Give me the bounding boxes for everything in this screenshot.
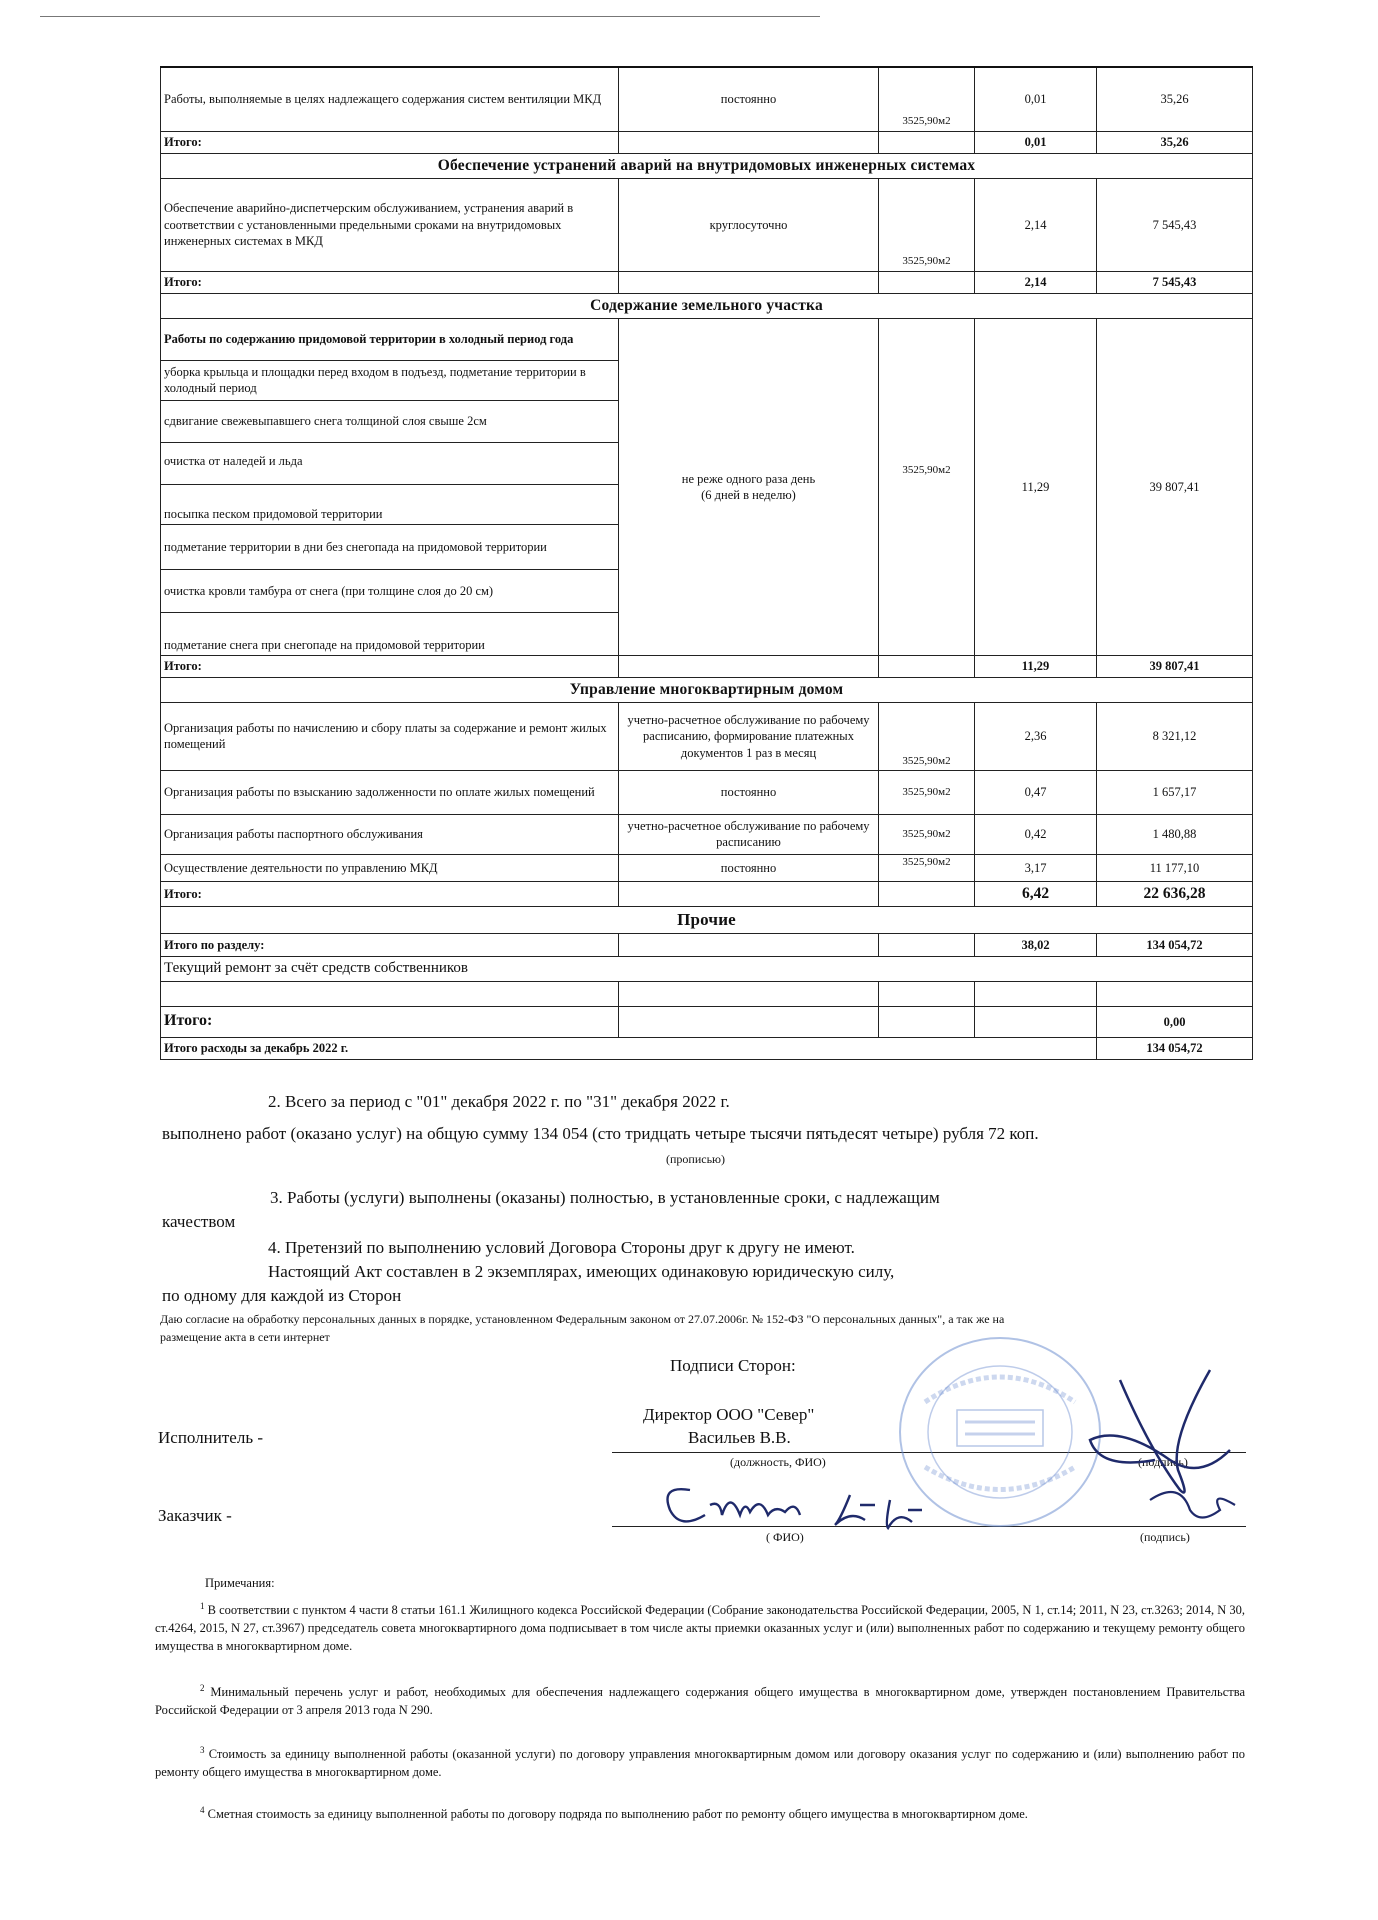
service-frequency: постоянно: [619, 67, 879, 131]
land-work-item: посыпка песком придомовой территории: [161, 484, 619, 524]
table-row: [161, 702, 1253, 770]
subtotal-row: [161, 131, 1253, 153]
service-area: 3525,90м2: [879, 854, 975, 881]
service-rate: 0,42: [975, 814, 1097, 854]
service-sum: 11 177,10: [1097, 854, 1253, 881]
subtotal-row: [161, 271, 1253, 293]
paragraph-2-period: 2. Всего за период с "01" декабря 2022 г. по "31" декабря 2022 г.: [268, 1092, 730, 1111]
service-name: Работы, выполняемые в целях надлежащего содержания систем вентиляции МКД: [161, 67, 619, 131]
land-area: 3525,90м2: [879, 318, 975, 655]
note-4-text: Сметная стоимость за единицу выполненной работы по договору подряда по выполнению работ по ремонту общего имущества в многоквартирном доме.: [207, 1807, 1028, 1822]
repair-row: [161, 957, 1253, 982]
position-fio-caption: (должность, ФИО): [730, 1455, 826, 1469]
section-title: Обеспечение устранений аварий на внутридомовых инженерных системах: [161, 153, 1253, 178]
paragraph-3: 3. Работы (услуги) выполнены (оказаны) полностью, в установленные сроки, с надлежащим: [270, 1188, 940, 1207]
table-row: [161, 178, 1253, 271]
subtotal-sum: 22 636,28: [1097, 881, 1253, 906]
subtotal-row: [161, 881, 1253, 906]
empty-row: [161, 981, 1253, 1006]
service-sum: 8 321,12: [1097, 702, 1253, 770]
paragraph-2-note: (прописью): [666, 1152, 726, 1166]
table-row: [161, 67, 1253, 131]
subtotal-rate: 2,14: [975, 271, 1097, 293]
land-work-item: сдвигание свежевыпавшего снега толщиной слоя свыше 2см: [161, 400, 619, 442]
service-rate: 0,01: [975, 67, 1097, 131]
section-total-label: Итого по разделу:: [161, 934, 619, 957]
director-signature-image: [1060, 1340, 1240, 1540]
paragraph-5-end: по одному для каждой из Сторон: [162, 1286, 402, 1305]
director-position: Директор ООО "Север": [643, 1405, 815, 1424]
section-total-sum: 134 054,72: [1097, 934, 1253, 957]
service-rate: 2,36: [975, 702, 1097, 770]
service-frequency: постоянно: [619, 770, 879, 814]
grand-total-sum: 134 054,72: [1097, 1037, 1253, 1059]
service-frequency: постоянно: [619, 854, 879, 881]
service-area: 3525,90м2: [879, 67, 975, 131]
paragraph-4: 4. Претензий по выполнению условий Договора Стороны друг к другу не имеют.: [268, 1238, 855, 1257]
service-area: 3525,90м2: [879, 814, 975, 854]
subtotal-row: [161, 655, 1253, 677]
land-sum: 39 807,41: [1097, 318, 1253, 655]
subtotal-rate: 0,01: [975, 131, 1097, 153]
page-top-rule: [40, 16, 820, 17]
executor-label: Исполнитель -: [158, 1428, 263, 1447]
grand-total-row: [161, 1037, 1253, 1059]
land-work-item: подметание территории в дни без снегопада на придомовой территории: [161, 524, 619, 569]
repair-total-label: Итого:: [161, 1006, 619, 1037]
land-work-item: подметание снега при снегопаде на придомовой территории: [161, 612, 619, 655]
section-row: [161, 677, 1253, 702]
paragraph-3-end: качеством: [162, 1212, 236, 1231]
repair-total-sum: 0,00: [1097, 1006, 1253, 1037]
service-sum: 7 545,43: [1097, 178, 1253, 271]
table-row: [161, 854, 1253, 881]
fio-caption: ( ФИО): [766, 1530, 804, 1544]
note-3-number: 3: [200, 1745, 205, 1755]
subtotal-label: Итого:: [161, 271, 619, 293]
subtotal-sum: 39 807,41: [1097, 655, 1253, 677]
table-row: [161, 814, 1253, 854]
land-rate: 11,29: [975, 318, 1097, 655]
paragraph-2-amount: выполнено работ (оказано услуг) на общую сумму 134 054 (сто тридцать четыре тысячи пятьдесят четыре) рубля 72 коп.: [162, 1124, 1039, 1143]
subtotal-sum: 35,26: [1097, 131, 1253, 153]
subtotal-rate: 6,42: [975, 881, 1097, 906]
land-work-item: уборка крыльца и площадки перед входом в подъезд, подметание территории в холодный период: [161, 360, 619, 400]
service-sum: 35,26: [1097, 67, 1253, 131]
note-4: [155, 1804, 1245, 1823]
section-title: Управление многоквартирным домом: [161, 677, 1253, 702]
section-total-rate: 38,02: [975, 934, 1097, 957]
service-rate: 3,17: [975, 854, 1097, 881]
service-name: Организация работы паспортного обслуживания: [161, 814, 619, 854]
section-total-row: [161, 934, 1253, 957]
service-rate: 0,47: [975, 770, 1097, 814]
consent-line-2: размещение акта в сети интернет: [160, 1330, 330, 1344]
note-4-number: 4: [200, 1805, 205, 1815]
subtotal-label: Итого:: [161, 131, 619, 153]
signature-caption-1: (подпись): [1138, 1455, 1188, 1469]
table-row: [161, 770, 1253, 814]
section-title: Прочие: [161, 907, 1253, 934]
service-area: 3525,90м2: [879, 770, 975, 814]
service-name: Осуществление деятельности по управлению МКД: [161, 854, 619, 881]
service-frequency: учетно-расчетное обслуживание по рабочему расписанию, формирование платежных документов 1 раз в месяц: [619, 702, 879, 770]
note-3-text: Стоимость за единицу выполненной работы (оказанной услуги) по договору управления многоквартирным домом или договору оказания услуг по содержанию и (или) выполнению работ по ремонту общего имущества в многоквартирном доме.: [155, 1747, 1245, 1780]
note-2-text: Минимальный перечень услуг и работ, необходимых для обеспечения надлежащего содержания общего имущества в многоквартирном доме, утвержден постановлением Правительства Российской Федерации от 3 апреля 2013 года N 290.: [155, 1685, 1245, 1718]
land-work-item: очистка кровли тамбура от снега (при толщине слоя до 20 см): [161, 569, 619, 612]
service-sum: 1 657,17: [1097, 770, 1253, 814]
subtotal-sum: 7 545,43: [1097, 271, 1253, 293]
section-row: [161, 153, 1253, 178]
note-1-text: В соответствии с пунктом 4 части 8 статьи 161.1 Жилищного кодекса Российской Федерации (Собрание законодательства Российской Федерации, 2005, N 1, ст.14; 2011, N 23, ст.3263; 2014, N 30, ст.4264, 2015, N 27, ст.3967) председатель совета многоквартирного дома подписывает в том числе акты приемки оказанных услуг и (или) выполненных работ по содержанию и текущему ремонту общего имущества в многоквартирном доме.: [155, 1603, 1245, 1654]
note-2-number: 2: [200, 1683, 205, 1693]
consent-line-1: Даю согласие на обработку персональных данных в порядке, установленном Федеральным законом от 27.07.2006г. № 152-ФЗ "О персональных данных", а так же на: [160, 1312, 1005, 1326]
note-3: [155, 1744, 1245, 1781]
land-frequency: не реже одного раза день (6 дней в неделю): [619, 318, 879, 655]
service-area: 3525,90м2: [879, 178, 975, 271]
land-work-item: очистка от наледей и льда: [161, 442, 619, 484]
signatures-title: Подписи Сторон:: [670, 1356, 796, 1375]
notes-title: Примечания:: [205, 1576, 275, 1590]
service-name: Организация работы по начислению и сбору платы за содержание и ремонт жилых помещений: [161, 702, 619, 770]
land-works-header: Работы по содержанию придомовой территории в холодный период года: [161, 318, 619, 360]
signature-caption-2: (подпись): [1140, 1530, 1190, 1544]
repair-total-row: [161, 1006, 1253, 1037]
service-area: 3525,90м2: [879, 702, 975, 770]
note-2: [155, 1682, 1245, 1719]
land-header-row: [161, 318, 1253, 360]
grand-total-label: Итого расходы за декабрь 2022 г.: [161, 1037, 1097, 1059]
director-name: Васильев В.В.: [688, 1428, 791, 1447]
subtotal-label: Итого:: [161, 655, 619, 677]
service-sum: 1 480,88: [1097, 814, 1253, 854]
section-row: [161, 907, 1253, 934]
customer-label: Заказчик -: [158, 1506, 232, 1525]
subtotal-label: Итого:: [161, 881, 619, 906]
note-1: [155, 1600, 1245, 1656]
note-1-number: 1: [200, 1601, 205, 1611]
customer-signature-image: [650, 1470, 950, 1540]
service-name: Организация работы по взысканию задолженности по оплате жилых помещений: [161, 770, 619, 814]
repair-title: Текущий ремонт за счёт средств собственников: [161, 957, 1253, 982]
section-row: [161, 293, 1253, 318]
subtotal-rate: 11,29: [975, 655, 1097, 677]
service-frequency: круглосуточно: [619, 178, 879, 271]
service-name: Обеспечение аварийно-диспетчерским обслуживанием, устранения аварий в соответствии с установленными предельными сроками на внутридомовых инженерных системах в МКД: [161, 178, 619, 271]
services-table-wrap: [160, 66, 1252, 1060]
service-rate: 2,14: [975, 178, 1097, 271]
service-frequency: учетно-расчетное обслуживание по рабочему расписанию: [619, 814, 879, 854]
paragraph-5: Настоящий Акт составлен в 2 экземплярах, имеющих одинаковую юридическую силу,: [268, 1262, 895, 1281]
section-title: Содержание земельного участка: [161, 293, 1253, 318]
services-table: [160, 66, 1253, 1060]
